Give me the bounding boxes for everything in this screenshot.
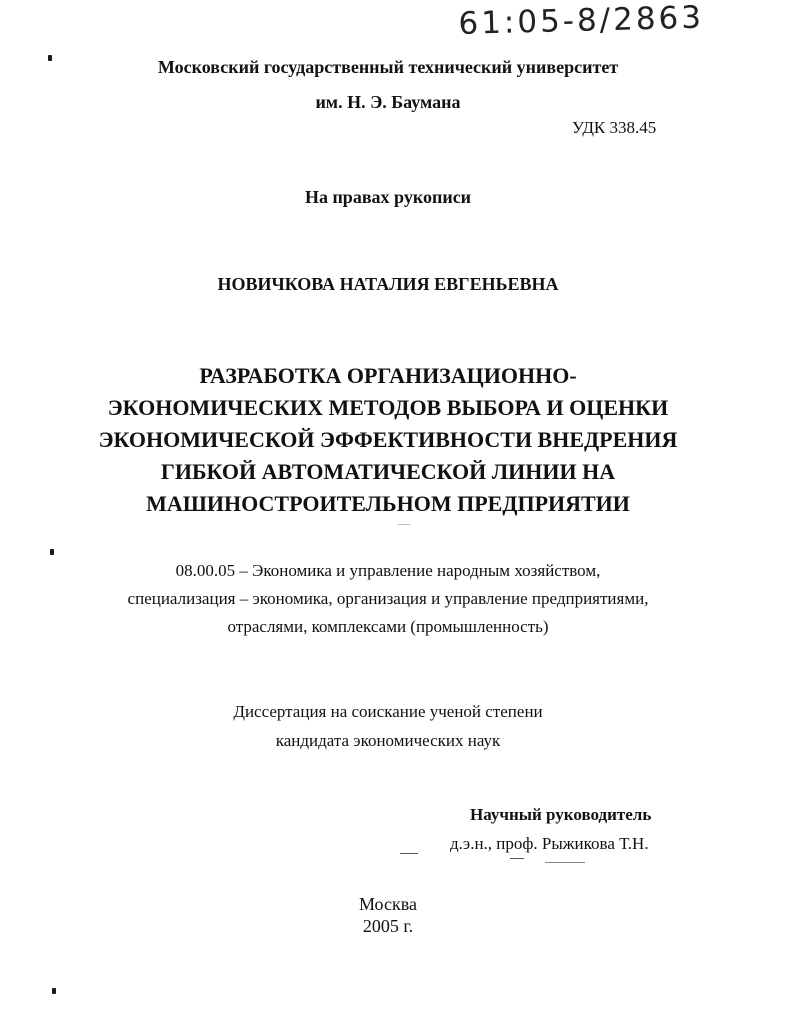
scan-binding-mark [48, 55, 52, 61]
scan-smudge [545, 862, 585, 863]
specialty-line: 08.00.05 – Экономика и управление народным хозяйством, [175, 561, 601, 580]
supervisor-label: Научный руководитель [470, 805, 652, 824]
title-line: ЭКОНОМИЧЕСКИХ МЕТОДОВ ВЫБОРА И ОЦЕНКИ [107, 395, 669, 420]
scan-smudge [400, 853, 418, 854]
city: Москва [359, 894, 417, 914]
specialty-block [0, 557, 776, 641]
scan-binding-mark [50, 549, 54, 555]
dissertation-title [0, 360, 776, 520]
scan-binding-mark [52, 988, 56, 994]
university-subtitle: им. Н. Э. Баумана [315, 92, 461, 112]
rights-note: На правах рукописи [304, 187, 472, 207]
university-name: Московский государственный технический университет [157, 57, 619, 77]
title-line: ГИБКОЙ АВТОМАТИЧЕСКОЙ ЛИНИИ НА [160, 459, 616, 484]
city-year-block [0, 893, 776, 937]
scan-smudge [510, 858, 524, 859]
specialty-line: отраслями, комплексами (промышленность) [227, 617, 549, 636]
handwritten-archive-code: 61:05-8/2863 [458, 0, 705, 42]
degree-block [0, 697, 776, 755]
year: 2005 г. [362, 916, 414, 936]
title-line: МАШИНОСТРОИТЕЛЬНОМ ПРЕДПРИЯТИИ [146, 491, 630, 516]
degree-line: кандидата экономических наук [275, 731, 501, 750]
scan-smudge [398, 524, 410, 525]
degree-line: Диссертация на соискание ученой степени [233, 702, 543, 721]
title-line: РАЗРАБОТКА ОРГАНИЗАЦИОННО- [199, 363, 577, 388]
title-line: ЭКОНОМИЧЕСКОЙ ЭФФЕКТИВНОСТИ ВНЕДРЕНИЯ [98, 427, 678, 452]
udk-code: УДК 338.45 [572, 118, 657, 137]
author-name: НОВИЧКОВА НАТАЛИЯ ЕВГЕНЬЕВНА [217, 274, 559, 294]
supervisor-name: д.э.н., проф. Рыжикова Т.Н. [450, 834, 649, 853]
specialty-line: специализация – экономика, организация и управление предприятиями, [127, 589, 649, 608]
